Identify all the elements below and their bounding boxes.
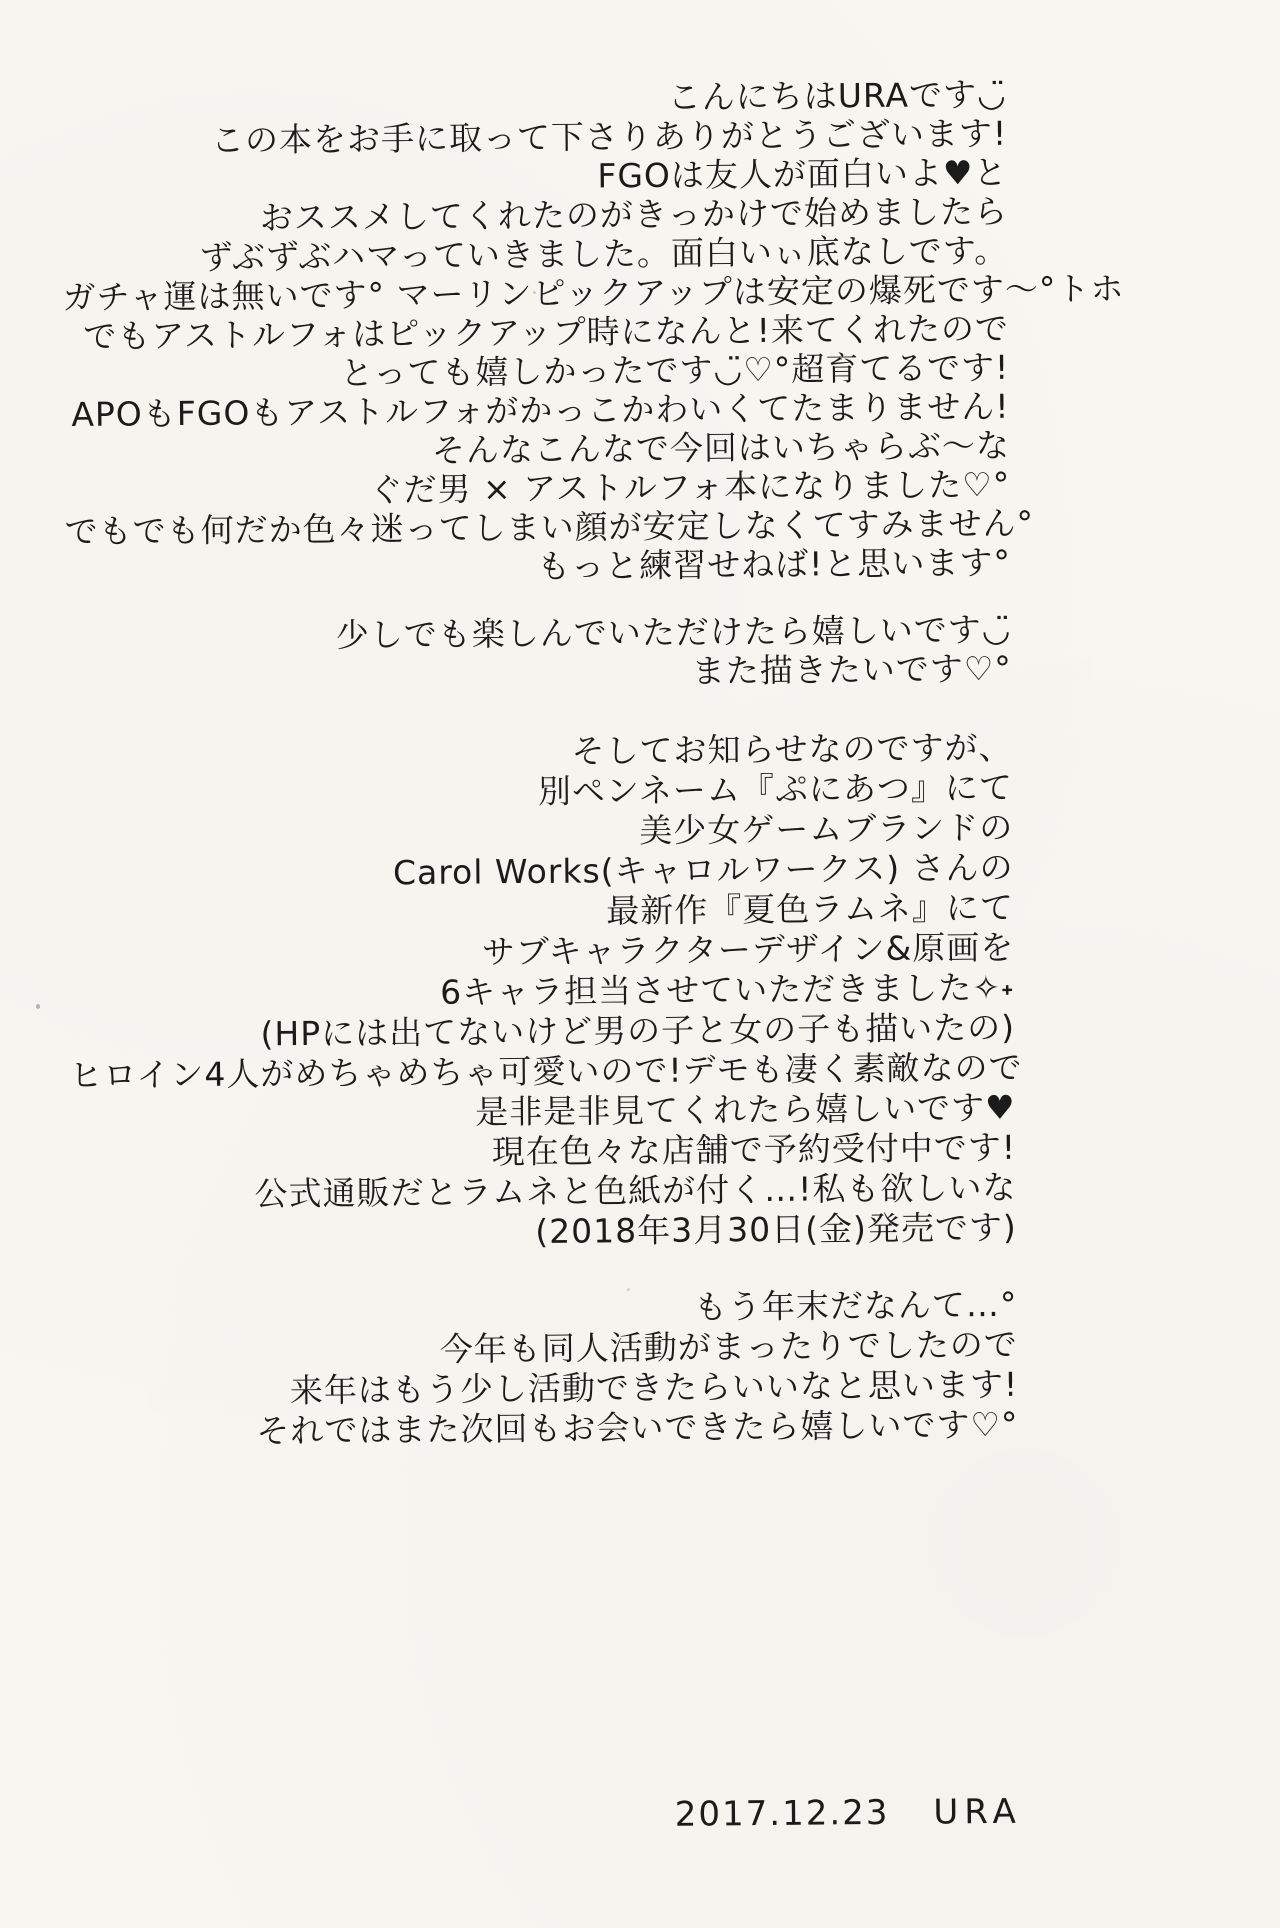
scan-speckle — [627, 1288, 630, 1291]
afterword-line: そしてお知らせなのですが、 — [571, 727, 1013, 771]
afterword-line: 来年はもう少し活動できたらいいなと思います! — [289, 1364, 1019, 1411]
afterword-line: また描きたいです♡° — [691, 648, 1013, 691]
afterword-line: 6キャラ担当させていただきました✧˖ — [439, 967, 1015, 1012]
signature — [76, 1792, 1022, 1840]
afterword-paragraph-thanks — [65, 610, 1012, 696]
afterword-line: ずぶずぶハマっていきました。面白いぃ底なしです。 — [199, 230, 1009, 277]
signature-date: 2017.12.23 — [674, 1792, 890, 1835]
afterword-line: 是非是非見てくれたら嬉しいです♥ — [474, 1087, 1016, 1132]
afterword-line: (2018年3月30日(金)発売です) — [535, 1207, 1017, 1251]
afterword-line: ガチャ運は無いです° マーリンピックアップは安定の爆死です〜°トホ — [62, 268, 1125, 318]
afterword-line: 現在色々な店舗で予約受付中です! — [491, 1127, 1017, 1172]
afterword-line: 今年も同人活動がまったりでしたので — [439, 1324, 1018, 1369]
afterword-paragraph-yearend — [71, 1285, 1018, 1453]
afterword-line: APOもFGOもアストルフォがかっこかわいくてたまりません! — [71, 386, 1010, 434]
afterword-line: とっても嬉しかったです◡̈♡°超育てるです! — [339, 347, 1010, 393]
afterword-line: FGOは友人が面白いよ♥と — [597, 152, 1008, 196]
afterword-line: (HPには出てないけど男の子と女の子も描いたの) — [260, 1007, 1016, 1054]
afterword-line: 最新作『夏色ラムネ』にて — [606, 887, 1015, 931]
afterword-line: でもアストルフォはピックアップ時になんと!来てくれたので — [83, 308, 1010, 356]
afterword-line: そんなこんなで今回はいちゃらぶ〜な — [431, 425, 1011, 470]
afterword-line: それではまた次回もお会いできたら嬉しいです♡° — [256, 1404, 1019, 1451]
afterword-line: この本をお手に取って下さりありがとうございます! — [210, 113, 1008, 160]
afterword-line: こんにちはURAです◡̈ — [667, 74, 1008, 117]
afterword-line: 別ペンネーム『ぷにあつ』にて — [537, 767, 1014, 811]
afterword-line: もっと練習せねば!と思います° — [537, 542, 1012, 586]
afterword-line: 公式通販だとラムネと色紙が付く…!私も欲しいな — [254, 1167, 1017, 1214]
afterword-line: サブキャラクターデザイン&原画を — [481, 927, 1015, 972]
afterword-line: 美少女ゲームブランドの — [639, 807, 1014, 851]
afterword-line: Carol Works(キャロルワークス) さんの — [392, 847, 1014, 893]
afterword-line: もう年末だなんて…° — [693, 1284, 1018, 1327]
afterword-line: でもでも何だか色々迷ってしまい顔が安定しなくてすみません° — [64, 503, 1035, 552]
afterword-paragraph-announcement — [66, 727, 1023, 1256]
afterword-line: 少しでも楽しんでいただけたら嬉しいです◡̈ — [335, 609, 1012, 655]
scan-speckle — [36, 1004, 40, 1009]
scan-speckle — [533, 291, 536, 294]
afterword-line: おススメしてくれたのがきっかけで始めましたら — [259, 191, 1009, 238]
afterword-line: ぐだ男 × アストルフォ本になりました♡° — [369, 464, 1011, 510]
signature-author: URA — [933, 1791, 1022, 1833]
afterword-line: ヒロイン4人がめちゃめちゃ可愛いので!デモも凄く素敵なので — [69, 1047, 1023, 1096]
afterword-paragraph-greeting — [61, 74, 1125, 590]
